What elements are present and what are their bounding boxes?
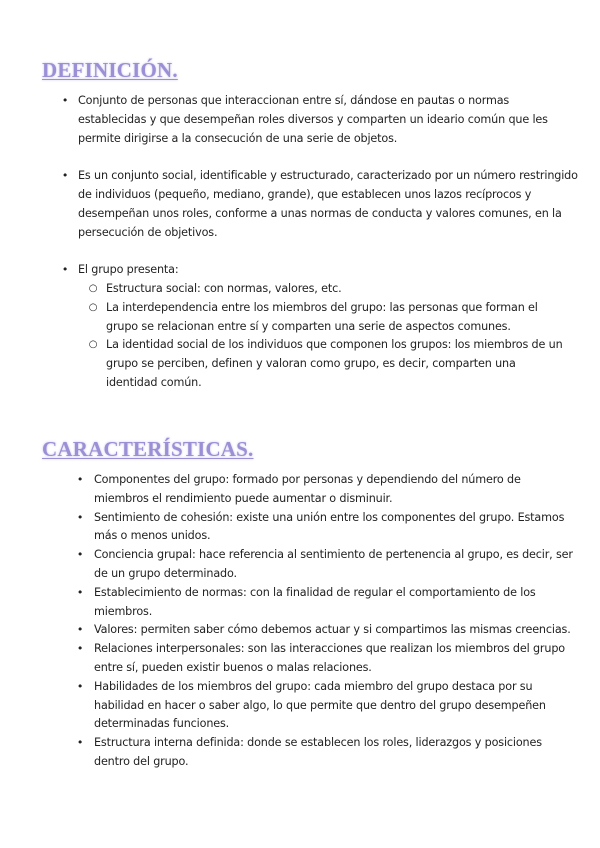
definicion-list xyxy=(61,92,578,393)
list-item xyxy=(76,678,578,734)
bullet-icon: • xyxy=(76,642,84,656)
list-item-text: El grupo presenta: xyxy=(78,263,179,277)
list-item xyxy=(76,734,578,772)
bullet-icon: • xyxy=(76,473,84,486)
sub-list-item xyxy=(88,336,564,392)
list-item xyxy=(76,471,578,509)
list-item-text: Habilidades de los miembros del grupo: cada miembro del grupo destaca por su habilidad en hacer o saber algo, lo que permite que dentro del grupo desempeñen determinadas funciones. xyxy=(94,679,546,731)
list-item-text: Conjunto de personas que interaccionan entre sí, dándose en pautas o normas establecidas y que desempeñan roles diversos y comparten un ideario común que les permite dirigirse a la consecución de una serie de objetos. xyxy=(78,94,548,145)
sub-list-item-text: La identidad social de los individuos que componen los grupos: los miembros de un grupo se perciben, definen y valoran como grupo, es decir, comparten una identidad común. xyxy=(106,338,563,389)
list-item xyxy=(76,546,578,584)
list-item-text: Valores: permiten saber cómo debemos actuar y si compartimos las mismas creencias. xyxy=(94,623,571,637)
circle-bullet-icon: ○ xyxy=(88,301,98,313)
bullet-icon: • xyxy=(76,548,84,562)
sub-list xyxy=(88,280,564,393)
list-item xyxy=(76,621,578,640)
list-item xyxy=(76,640,578,678)
list-item xyxy=(76,584,578,622)
circle-bullet-icon: ○ xyxy=(88,339,98,351)
bullet-icon: • xyxy=(61,94,69,107)
list-item-text: Relaciones interpersonales: son las interacciones que realizan los miembros del grupo entre sí, pueden existir buenos o malas relaciones. xyxy=(94,642,565,674)
list-item xyxy=(76,509,578,547)
list-item xyxy=(61,92,578,148)
heading-definicion: DEFINICIÓN. xyxy=(42,58,178,82)
list-item-text: Sentimiento de cohesión: existe una unión entre los componentes del grupo. Estamos más o menos unidos. xyxy=(94,510,565,543)
list-item-text: Estructura interna definida: donde se establecen los roles, liderazgos y posiciones dentro del grupo. xyxy=(94,736,542,768)
bullet-icon: • xyxy=(76,679,84,693)
sub-list-item xyxy=(88,299,564,337)
list-item-text: Establecimiento de normas: con la finalidad de regular el comportamiento de los miembros. xyxy=(94,585,536,618)
bullet-icon: • xyxy=(61,263,69,277)
bullet-icon: • xyxy=(76,585,84,599)
sub-list-item-text: Estructura social: con normas, valores, etc. xyxy=(106,281,342,295)
list-item xyxy=(61,261,578,393)
list-item-text: Componentes del grupo: formado por personas y dependiendo del número de miembros el rendimiento puede aumentar o disminuir. xyxy=(94,473,521,505)
bullet-icon: • xyxy=(76,736,84,750)
list-item-text: Es un conjunto social, identificable y estructurado, caracterizado por un número restringido de individuos (pequeño, mediano, grande), que establecen unos lazos recíprocos y desempeñan unos roles, conforme a unas normas de conducta y valores comunes, en la persecución de objetivos. xyxy=(78,169,578,239)
list-item-text: Conciencia grupal: hace referencia al sentimiento de pertenencia al grupo, es decir, ser de un grupo determinado. xyxy=(94,548,573,580)
bullet-icon: • xyxy=(76,623,84,637)
circle-bullet-icon: ○ xyxy=(88,282,98,294)
list-item xyxy=(61,167,578,242)
sub-list-item xyxy=(88,280,564,299)
sub-list-item-text: La interdependencia entre los miembros del grupo: las personas que forman el grupo se relacionan entre sí y comparten una serie de aspectos comunes. xyxy=(106,300,538,333)
heading-caracteristicas: CARACTERÍSTICAS. xyxy=(42,437,254,461)
bullet-icon: • xyxy=(61,169,69,183)
caracteristicas-list xyxy=(76,471,578,772)
bullet-icon: • xyxy=(76,510,84,524)
